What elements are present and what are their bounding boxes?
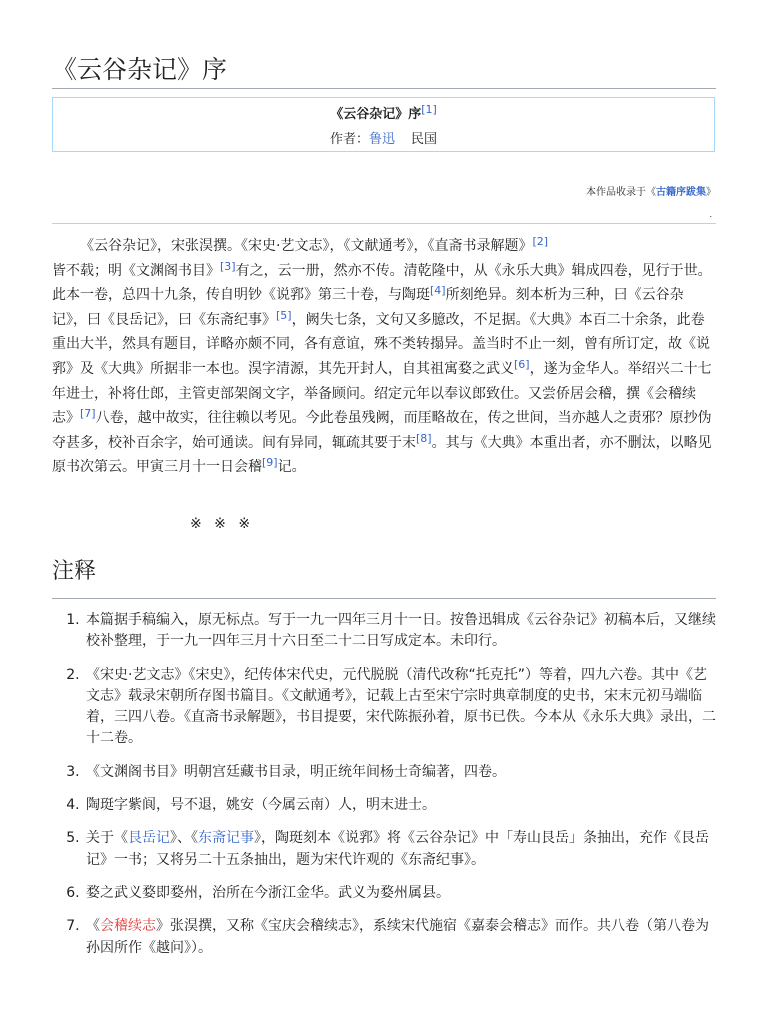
- title-divider: [52, 88, 716, 89]
- preface-text-6: ，遂为金华人。举绍兴二十七年进士，补将仕郎，主管吏部架阁文字，举备顾问。绍定元年以奉议郎致仕。又尝侨居会稽，撰《会稽续志》: [52, 360, 712, 427]
- preface-text-3: 有之，云一册，然亦不传。清乾隆中，从《永乐大典》辑成四卷，见行于世。此本一卷，总四十九条，传自明钞《说郛》第三十卷，与陶珽: [52, 262, 712, 304]
- page-title: 《云谷杂记》序: [52, 55, 228, 84]
- notes-divider: [52, 598, 716, 599]
- footnote-ref-3[interactable]: [3]: [220, 259, 236, 273]
- note-item-4: [84, 795, 720, 816]
- genyue-ji-link[interactable]: 艮岳记: [128, 830, 170, 847]
- note-item-6: [84, 883, 720, 904]
- footnote-ref-9[interactable]: [9]: [262, 456, 278, 470]
- footnote-ref-8[interactable]: [8]: [416, 431, 432, 445]
- collection-suffix: 》: [706, 187, 716, 198]
- footnote-ref-4[interactable]: [4]: [430, 284, 446, 298]
- note-item-5: [84, 828, 720, 871]
- era-label: 民国: [411, 132, 438, 147]
- note-item-3: [84, 762, 720, 783]
- collection-link[interactable]: 古籍序跋集: [656, 187, 706, 198]
- work-title: [53, 103, 714, 122]
- author-label: 作者：: [329, 132, 369, 147]
- footnote-ref-6[interactable]: [6]: [514, 357, 530, 371]
- preface-text-9: 记。: [277, 459, 306, 476]
- kuaiji-xuzhi-redlink[interactable]: 会稽续志: [100, 918, 156, 935]
- note-text: 陶珽字紫阆，号不退，姚安（今属云南）人，明末进士。: [86, 797, 436, 814]
- preface-text-8: 。其与《大典》本重出者，亦不删汰，以略见原书次第云。甲寅三月十一日会稽: [52, 434, 712, 476]
- note-item-2: [84, 665, 720, 750]
- preface-text-2: 皆不载；明《文渊阁书目》: [52, 262, 220, 279]
- work-title-text: 《云谷杂记》序: [330, 107, 422, 122]
- note-text: 》、《: [170, 830, 198, 847]
- content-divider: [52, 223, 716, 224]
- note-text: 婺之武义婺即婺州，治所在今浙江金华。武义为婺州属县。: [86, 884, 450, 901]
- note-item-1: [84, 610, 720, 653]
- work-header-box: [52, 97, 715, 152]
- footnote-ref-1[interactable]: [1]: [421, 103, 437, 116]
- note-item-7: [84, 916, 720, 959]
- small-dot: .: [709, 210, 712, 219]
- preface-text-5: ，阙失七条，文句又多臆改，不足据。《大典》本百二十余条，此卷重出大半，然具有题目，详略亦颇不同，各有意谊，殊不类转搨异。盖当时不止一刻，曾有所订定，故《说郛》及《大典》所据非一本也。淏字清源，其先开封人，自其祖寓婺之武义: [52, 311, 710, 377]
- note-text: 关于《: [86, 830, 128, 847]
- footnote-ref-2[interactable]: [2]: [532, 235, 549, 248]
- preface-text-1: 《云谷杂记》，宋张淏撰。《宋史·艺文志》，《文献通考》，《直斋书录解题》: [80, 238, 533, 254]
- notes-heading: 注释: [52, 559, 97, 584]
- note-text: 《: [86, 918, 100, 935]
- dongzhai-jishi-link[interactable]: 东斋记事: [198, 830, 254, 847]
- note-text: 本篇据手稿编入，原无标点。写于一九一四年三月十一日。按鲁迅辑成《云谷杂记》初稿本后，又继续校补整理，于一九一四年三月十六日至二十二日写成定本。未印行。: [86, 612, 716, 650]
- author-line: [53, 128, 714, 147]
- section-break-stars: ※ ※ ※: [190, 516, 255, 532]
- note-text: 》，陶珽刻本《说郛》将《云谷杂记》中「寿山艮岳」条抽出，充作《艮岳记》一书；又将另二十五条抽出，题为宋代许观的《东斋纪事》。: [86, 830, 709, 868]
- preface-text-7: 八卷，越中故实，往往赖以考见。今此卷虽残阙，而厓略故在，传之世间，当亦越人之责邪？原抄伪夺甚多，校补百余字，始可通读。间有异同，辄疏其要于末: [52, 410, 712, 451]
- footnote-ref-7[interactable]: [7]: [80, 407, 96, 421]
- note-text: 《文渊阁书目》明朝宫廷藏书目录，明正统年间杨士奇编著，四卷。: [86, 763, 506, 780]
- collection-prefix: 本作品收录于《: [586, 187, 656, 198]
- footnote-ref-5[interactable]: [5]: [276, 308, 292, 322]
- author-link[interactable]: 鲁迅: [368, 132, 395, 147]
- note-text: 》张淏撰，又称《宝庆会稽续志》，系续宋代施宿《嘉泰会稽志》而作。共八卷（第八卷为孙因所作《越问》）。: [86, 918, 709, 956]
- preface-text-4: 所刻绝异。刻本析为三种，曰《云谷杂记》，曰《艮岳记》，曰《东斋纪事》: [52, 287, 684, 328]
- collection-notice: [586, 183, 716, 198]
- notes-list: [52, 610, 720, 971]
- preface-paragraph: [52, 234, 716, 480]
- note-text: 《宋史·艺文志》《宋史》，纪传体宋代史，元代脱脱（清代改称“托克托”）等着，四九六卷。其中《艺文志》载录宋朝所存图书篇目。《文献通考》，记载上古至宋宁宗时典章制度的史书，宋末元初马端临着，三四八卷。《直斋书录解题》，书目提要，宋代陈振孙着，原书已佚。今本从《永乐大典》录出，二十二卷。: [86, 666, 716, 747]
